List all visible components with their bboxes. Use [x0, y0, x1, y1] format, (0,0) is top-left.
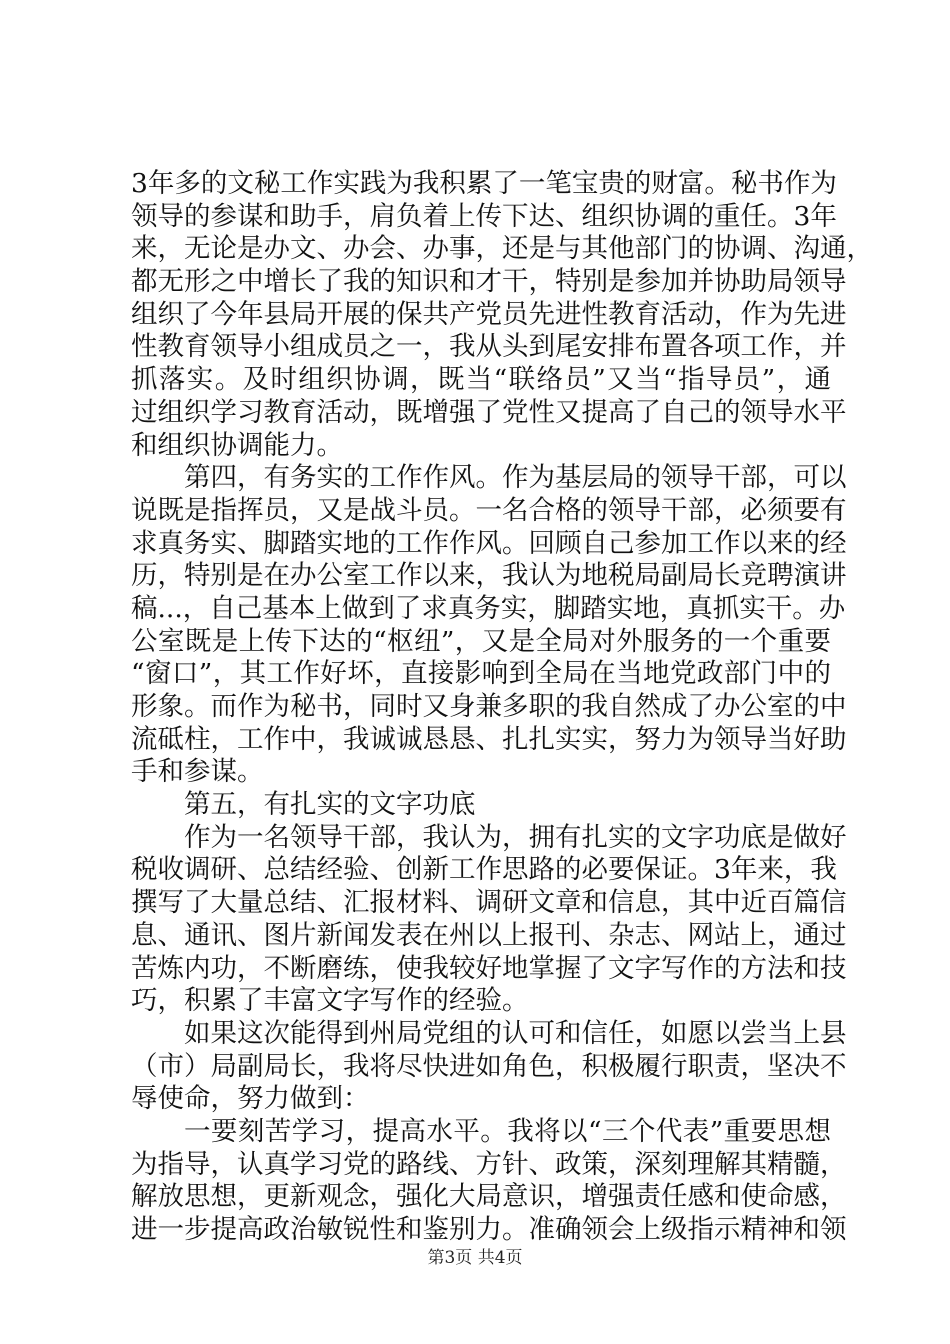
- text-line: 辱使命，努力做到：: [131, 1083, 370, 1115]
- text-line: 抓落实。及时组织协调，既当“联络员”又当“指导员”，通: [131, 364, 831, 396]
- text-line: “窗口”，其工作好坏，直接影响到全局在当地党政部门中的: [131, 658, 831, 690]
- text-line: 组织了今年县局开展的保共产党员先进性教育活动，作为先进: [131, 298, 847, 330]
- text-line: 都无形之中增长了我的知识和才干，特别是参加并协助局领导: [131, 266, 847, 298]
- text-line: 撰写了大量总结、汇报材料、调研文章和信息，其中近百篇信: [131, 887, 847, 919]
- text-line: 3年多的文秘工作实践为我积累了一笔宝贵的财富。秘书作为: [131, 168, 837, 199]
- text-line: 历，特别是在办公室工作以来，我认为地税局副局长竞聘演讲: [131, 560, 847, 592]
- text-line: （市）局副局长，我将尽快进如角色，积极履行职责，坚决不: [131, 1050, 847, 1082]
- text-line: 巧，积累了丰富文字写作的经验。: [131, 985, 529, 1017]
- text-line: 手和参谋。: [131, 756, 264, 788]
- text-line: 领导的参谋和助手，肩负着上传下达、组织协调的重任。3年: [131, 200, 837, 232]
- text-line: 第四，有务实的工作作风。作为基层局的领导干部，可以: [184, 462, 847, 494]
- text-line: 一要刻苦学习，提高水平。我将以“三个代表”重要思想: [184, 1115, 831, 1147]
- text-line: 苦炼内功，不断磨练，使我较好地掌握了文字写作的方法和技: [131, 952, 847, 984]
- text-line: 第五，有扎实的文字功底: [184, 789, 476, 821]
- text-line: 作为一名领导干部，我认为，拥有扎实的文字功底是做好: [184, 821, 847, 853]
- text-line: 性教育领导小组成员之一，我从头到尾安排布置各项工作，并: [131, 331, 847, 363]
- page-number: 第3页 共4页: [427, 1248, 523, 1268]
- text-line: 形象。而作为秘书，同时又身兼多职的我自然成了办公室的中: [131, 691, 847, 722]
- text-line: 说既是指挥员，又是战斗员。一名合格的领导干部，必须要有: [131, 494, 847, 526]
- text-line: 过组织学习教育活动，既增强了党性又提高了自己的领导水平: [131, 396, 847, 428]
- text-line: 进一步提高政治敏锐性和鉴别力。准确领会上级指示精神和领: [131, 1214, 847, 1245]
- text-line: 求真务实、脚踏实地的工作作风。回顾自己参加工作以来的经: [131, 527, 847, 559]
- page-footer: [0, 1243, 950, 1268]
- text-line: 为指导，认真学习党的路线、方针、政策，深刻理解其精髓，: [131, 1148, 847, 1180]
- text-line: 如果这次能得到州局党组的认可和信任，如愿以尝当上县: [184, 1017, 847, 1049]
- text-line: 解放思想，更新观念，强化大局意识，增强责任感和使命感，: [131, 1181, 847, 1213]
- document-body: [131, 168, 873, 1247]
- text-line: 稿...，自己基本上做到了求真务实，脚踏实地，真抓实干。办: [131, 592, 846, 624]
- text-line: 流砥柱，工作中，我诚诚恳恳、扎扎实实，努力为领导当好助: [131, 723, 847, 755]
- text-line: 来，无论是办文、办会、办事，还是与其他部门的协调、沟通，: [131, 233, 873, 265]
- text-line: 息、通讯、图片新闻发表在州以上报刊、杂志、网站上，通过: [131, 919, 847, 951]
- text-line: 和组织协调能力。: [131, 429, 343, 461]
- text-line: 公室既是上传下达的“枢纽”，又是全局对外服务的一个重要: [131, 625, 831, 657]
- text-line: 税收调研、总结经验、创新工作思路的必要保证。3年来，我: [131, 854, 837, 886]
